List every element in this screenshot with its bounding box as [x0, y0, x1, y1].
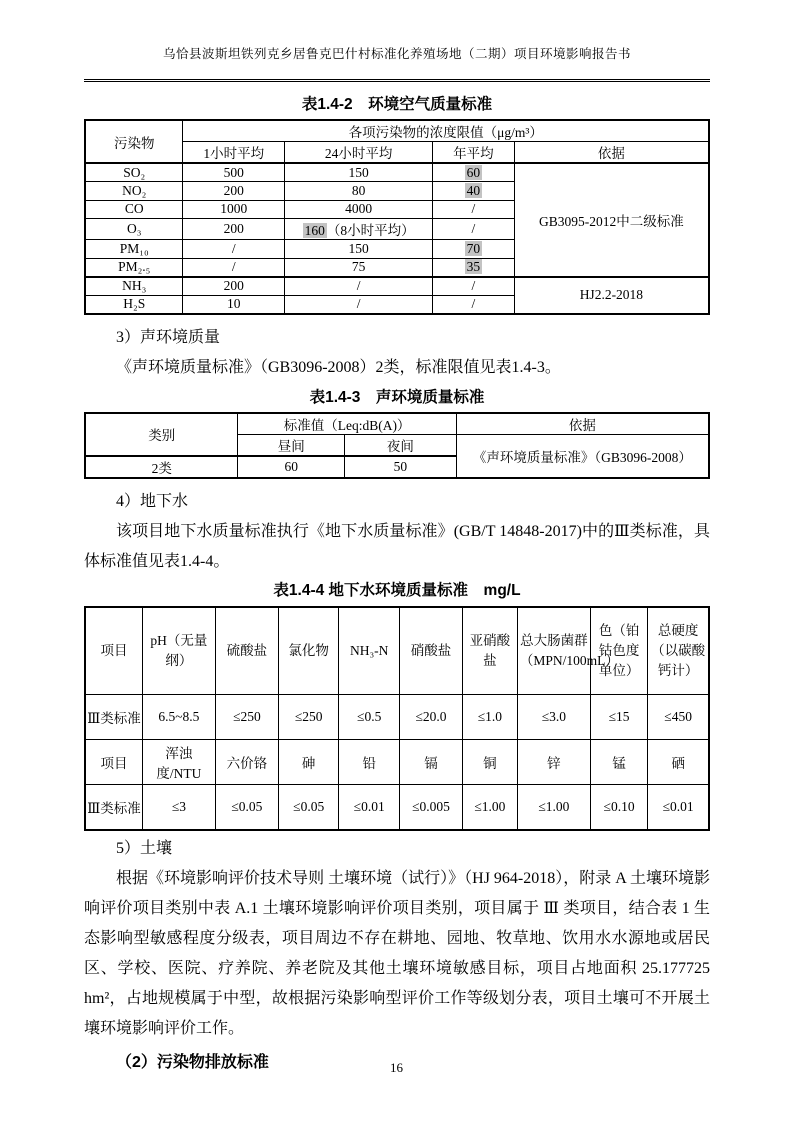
soil-section-heading: 5）土壤 [116, 839, 173, 857]
table-row-class3-limits-a [85, 695, 709, 740]
table-row-items-2 [85, 740, 709, 785]
col-header-pollutant: 污染物 [85, 120, 183, 163]
col-header-nh3n: NH₃-N [339, 607, 400, 695]
table-row-class3-limits-b [85, 785, 709, 830]
cell-value: ≤3.0 [517, 695, 590, 740]
cell-row-label: Ⅲ类标准 [85, 695, 142, 740]
cell-pollutant: PM₂.₅ [85, 258, 183, 277]
cell-24h: 4000 [285, 200, 433, 219]
noise-table-header-row-1 [85, 413, 709, 435]
page-content [84, 0, 710, 1078]
highlighted-value: 60 [466, 164, 481, 180]
col-header-value-group: 标准值（Leq:dB(A)） [238, 413, 456, 435]
col-header-color: 色（铂钴色度单位） [590, 607, 647, 695]
cell-24h: 80 [285, 182, 433, 201]
col-header-nitrite: 亚硝酸盐 [462, 607, 517, 695]
col-header-category: 类别 [85, 413, 238, 456]
cell-annual: / [433, 295, 515, 314]
header-double-rule [84, 79, 710, 82]
groundwater-section-paragraph: 该项目地下水质量标准执行《地下水质量标准》(GB/T 14848-2017)中的Ⅲ类标准，具体标准值见表1.4-4。 [84, 522, 710, 570]
col-header-day: 昼间 [238, 434, 345, 456]
cell-1h: / [183, 240, 285, 259]
cell-24h: 75 [285, 258, 433, 277]
cell-annual: / [433, 219, 515, 240]
col-header-hardness: 总硬度（以碳酸钙计） [648, 607, 709, 695]
cell-1h: / [183, 258, 285, 277]
noise-table-title: 表1.4-3 声环境质量标准 [309, 388, 485, 406]
cell-basis-gb3095: GB3095-2012中二级标准 [514, 163, 709, 277]
cell-pollutant: O₃ [85, 219, 183, 240]
table-row-so2 [85, 163, 709, 182]
noise-section-paragraph: 《声环境质量标准》（GB3096-2008）2类，标准限值见表1.4-3。 [116, 358, 561, 376]
cell-value: ≤1.00 [517, 785, 590, 830]
col-header-ph: pH（无量纲） [142, 607, 215, 695]
noise-quality-table [84, 412, 710, 479]
highlighted-value: 40 [466, 182, 481, 198]
groundwater-section-heading: 4）地下水 [116, 492, 189, 510]
cell-category: 2类 [85, 456, 238, 478]
cell-value: ≤3 [142, 785, 215, 830]
cell-value: ≤1.00 [462, 785, 517, 830]
cell-1h: 200 [183, 182, 285, 201]
cell-annual: / [433, 200, 515, 219]
cell-item: 镉 [399, 740, 462, 785]
col-header-24h: 24小时平均 [285, 142, 433, 164]
highlighted-value: 160 [304, 223, 325, 238]
cell-item: 锰 [590, 740, 647, 785]
col-header-sulfate: 硫酸盐 [215, 607, 278, 695]
cell-value: ≤0.01 [339, 785, 400, 830]
cell-value: ≤0.05 [215, 785, 278, 830]
highlighted-value: 35 [466, 259, 481, 274]
cell-pollutant: NO₂ [85, 182, 183, 201]
cell-value: ≤1.0 [462, 695, 517, 740]
cell-basis-hj22: HJ2.2-2018 [514, 277, 709, 314]
cell-value: ≤0.01 [648, 785, 709, 830]
cell-value: ≤250 [278, 695, 339, 740]
col-header-1h: 1小时平均 [183, 142, 285, 164]
cell-value: ≤0.5 [339, 695, 400, 740]
cell-24h: / [285, 295, 433, 314]
col-header-night: 夜间 [345, 434, 457, 456]
cell-annual [433, 240, 515, 259]
col-header-coliform: 总大肠菌群（MPN/100mL） [517, 607, 590, 695]
col-header-limits-group: 各项污染物的浓度限值（μg/m³） [183, 120, 709, 142]
cell-24h-note: （8小时平均） [326, 223, 415, 238]
cell-value: ≤15 [590, 695, 647, 740]
air-table-header-row-1 [85, 120, 709, 142]
groundwater-table-title: 表1.4-4 地下水环境质量标准 mg/L [273, 581, 521, 599]
groundwater-header-row [85, 607, 709, 695]
emission-standards-heading: （2）污染物排放标准 [116, 1053, 269, 1071]
cell-24h: 150 [285, 163, 433, 182]
air-quality-table [84, 119, 710, 315]
cell-value: ≤0.005 [399, 785, 462, 830]
col-header-basis: 依据 [514, 142, 709, 164]
table-row-nh3 [85, 277, 709, 296]
noise-section-heading: 3）声环境质量 [116, 328, 221, 346]
col-header-item: 项目 [85, 607, 142, 695]
page-number: 16 [390, 1060, 403, 1075]
cell-value: ≤0.05 [278, 785, 339, 830]
cell-value: 6.5~8.5 [142, 695, 215, 740]
report-header-title: 乌恰县波斯坦铁列克乡居鲁克巴什村标准化养殖场地（二期）项目环境影响报告书 [162, 47, 631, 61]
soil-section-paragraph: 根据《环境影响评价技术导则 土壤环境（试行）》（HJ 964-2018），附录 A 土壤环境影响评价项目类别中表 A.1 土壤环境影响评价项目类别，项目属于 Ⅲ 类项目，结合表 1 生态影响型敏感程度分级表，项目周边不存在耕地、园地、牧草地、饮用水水源地或居民区、学校、医院、疗养院、养老院及其他土壤环境敏感目标，项目占地面积 25.177725 hm²，占地规模属于中型，故根据污染影响型评价工作等级划分表，项目土壤可不开展土壤环境影响评价工作。 [84, 869, 710, 1037]
cell-basis-gb3096: 《声环境质量标准》（GB3096-2008） [456, 434, 709, 478]
col-header-basis: 依据 [456, 413, 709, 435]
cell-item: 硒 [648, 740, 709, 785]
cell-24h [285, 219, 433, 240]
cell-item: 六价铬 [215, 740, 278, 785]
cell-value: ≤450 [648, 695, 709, 740]
cell-item: 铅 [339, 740, 400, 785]
cell-row-label: Ⅲ类标准 [85, 785, 142, 830]
cell-pollutant: PM₁₀ [85, 240, 183, 259]
cell-value: ≤20.0 [399, 695, 462, 740]
cell-24h: 150 [285, 240, 433, 259]
cell-annual [433, 258, 515, 277]
cell-item: 锌 [517, 740, 590, 785]
col-header-annual: 年平均 [433, 142, 515, 164]
cell-pollutant: SO₂ [85, 163, 183, 182]
groundwater-quality-table [84, 606, 710, 831]
air-table-title: 表1.4-2 环境空气质量标准 [301, 96, 493, 113]
cell-annual [433, 182, 515, 201]
cell-day-value: 60 [238, 456, 345, 478]
cell-annual [433, 163, 515, 182]
cell-value: ≤0.10 [590, 785, 647, 830]
cell-pollutant: H₂S [85, 295, 183, 314]
cell-pollutant: NH₃ [85, 277, 183, 296]
cell-1h: 200 [183, 219, 285, 240]
col-header-nitrate: 硝酸盐 [399, 607, 462, 695]
cell-item: 砷 [278, 740, 339, 785]
cell-1h: 500 [183, 163, 285, 182]
cell-pollutant: CO [85, 200, 183, 219]
cell-1h: 10 [183, 295, 285, 314]
highlighted-value: 70 [466, 240, 481, 256]
cell-item: 浑浊度/NTU [142, 740, 215, 785]
cell-night-value: 50 [345, 456, 457, 478]
cell-1h: 200 [183, 277, 285, 296]
col-header-chloride: 氯化物 [278, 607, 339, 695]
cell-1h: 1000 [183, 200, 285, 219]
cell-value: ≤250 [215, 695, 278, 740]
cell-24h: / [285, 277, 433, 296]
cell-annual: / [433, 277, 515, 296]
cell-row-label: 项目 [85, 740, 142, 785]
cell-item: 铜 [462, 740, 517, 785]
